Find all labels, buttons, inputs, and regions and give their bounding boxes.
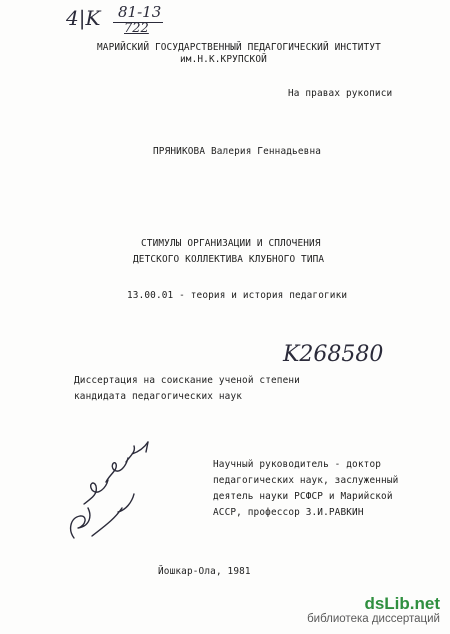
watermark-subtitle: библиотека диссертаций: [307, 613, 440, 625]
institution-namesake: им.Н.К.КРУПСКОЙ: [180, 54, 267, 65]
supervisor-line4: АССР, профессор З.И.РАВКИН: [213, 507, 364, 518]
supervisor-line2: педагогических наук, заслуженный: [213, 475, 399, 486]
watermark-logo[interactable]: dsLib.net: [364, 594, 440, 613]
degree-line1: Диссертация на соискание ученой степени: [74, 375, 300, 386]
handwritten-inventory-number: K268580: [283, 342, 384, 367]
archive-code-prefix: 4|K: [66, 6, 101, 30]
archive-code-top: 81-13: [118, 3, 162, 21]
supervisor-line1: Научный руководитель - доктор: [213, 459, 382, 470]
place-and-year: Йошкар-Ола, 1981: [158, 566, 251, 577]
dissertation-title-line2: ДЕТСКОГО КОЛЛЕКТИВА КЛУБНОГО ТИПА: [133, 254, 325, 265]
degree-line2: кандидата педагогических наук: [74, 391, 243, 402]
signature-mark: [62, 438, 172, 548]
institution-name: МАРИЙСКИЙ ГОСУДАРСТВЕННЫЙ ПЕДАГОГИЧЕСКИЙ ИНСТИТУТ: [97, 42, 381, 53]
author-name: ПРЯНИКОВА Валерия Геннадьевна: [153, 146, 322, 157]
manuscript-rights: На правах рукописи: [288, 88, 393, 99]
supervisor-line3: деятель науки РСФСР и Марийской: [213, 491, 393, 502]
watermark[interactable]: [307, 595, 440, 626]
specialty-code: 13.00.01 - теория и история педагогики: [127, 290, 348, 301]
dissertation-title-line1: СТИМУЛЫ ОРГАНИЗАЦИИ И СПЛОЧЕНИЯ: [141, 238, 321, 249]
archive-code-bottom: 722: [124, 21, 149, 36]
